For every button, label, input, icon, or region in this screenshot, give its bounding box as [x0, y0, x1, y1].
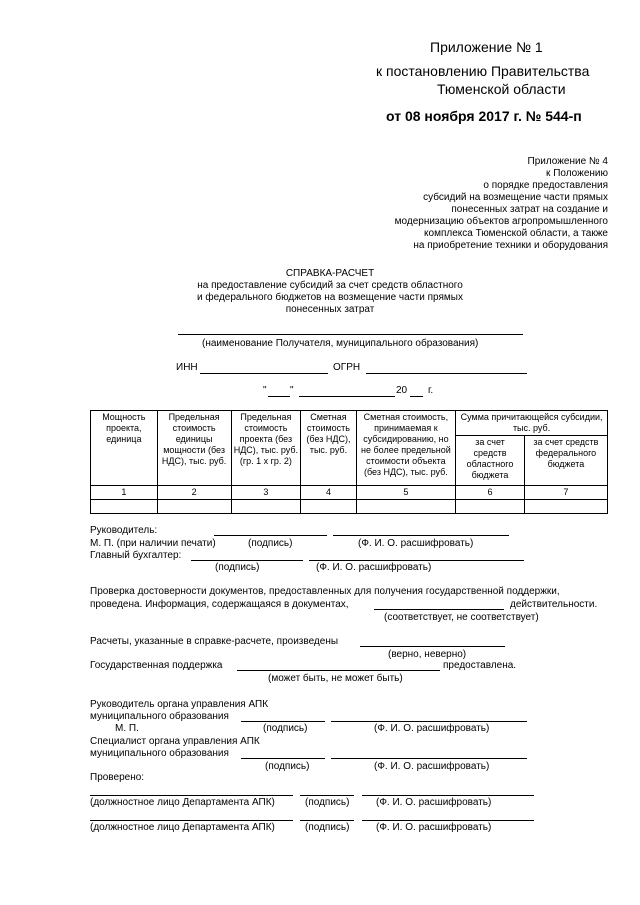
column-number: 6: [456, 486, 525, 500]
resolution-date: от 08 ноября 2017 г. № 544-п: [386, 108, 582, 124]
official-1-line[interactable]: [90, 795, 293, 796]
verification-text-2: проведена. Информация, содержащаяся в документах,: [90, 599, 349, 610]
apk-spec-fio-line[interactable]: [331, 758, 527, 759]
date-year-field[interactable]: [410, 396, 423, 397]
head-label: Руководитель:: [90, 525, 158, 536]
accountant-signature-caption: (подпись): [215, 562, 260, 573]
accountant-fio-line[interactable]: [309, 560, 524, 561]
document-title: [160, 268, 500, 316]
recipient-caption: (наименование Получателя, муниципального образования): [202, 338, 479, 349]
accountant-signature-line[interactable]: [191, 560, 303, 561]
table-cell[interactable]: [356, 500, 455, 514]
title-line: понесенных затрат: [285, 304, 375, 315]
title-line: на предоставление субсидий за счет средств областного: [197, 280, 463, 291]
verification-text-1: Проверка достоверности документов, предоставленных для получения государственной поддержки,: [90, 586, 560, 597]
title-line: и федерального бюджетов на возмещение части прямых: [197, 292, 463, 303]
official-2-fio-line[interactable]: [362, 820, 534, 821]
apk-head-line-1: Руководитель органа управления АПК: [90, 699, 269, 710]
calc-caption: (верно, неверно): [388, 649, 467, 660]
official-1-fio-caption: (Ф. И. О. расшифровать): [376, 797, 492, 808]
head-fio-caption: (Ф. И. О. расшифровать): [358, 538, 474, 549]
official-2-line[interactable]: [90, 820, 293, 821]
verification-end: действительности.: [510, 599, 598, 610]
official-1-signature-caption: (подпись): [305, 797, 350, 808]
table-cell[interactable]: [456, 500, 525, 514]
chief-accountant-label: Главный бухгалтер:: [90, 550, 182, 561]
resolution-line-1: к постановлению Правительства: [376, 63, 590, 79]
accountant-fio-caption: (Ф. И. О. расшифровать): [316, 562, 432, 573]
date-year-suffix: г.: [428, 385, 434, 396]
calculation-table: [90, 410, 608, 514]
apk-head-line-2: муниципального образования: [90, 711, 229, 722]
appendix4-line: субсидий на возмещение части прямых: [423, 192, 608, 203]
apk-head-mp: М. П.: [115, 723, 139, 734]
date-year-prefix: 20: [396, 385, 408, 396]
appendix4-line: комплекса Тюменской области, а также: [424, 228, 608, 239]
date-day-field[interactable]: [268, 396, 290, 397]
header-project-cost: Предельная стоимость проекта (без НДС), тыс. руб. (гр. 1 x гр. 2): [231, 411, 301, 486]
official-1-fio-line[interactable]: [362, 795, 534, 796]
date-quote-open: ": [263, 385, 267, 396]
subheader-federal: за счет средств федерального бюджета: [524, 436, 607, 486]
column-number: 5: [356, 486, 455, 500]
appendix4-line: о порядке предоставления: [483, 180, 608, 191]
apk-head-fio-line[interactable]: [331, 721, 527, 722]
apk-head-signature-caption: (подпись): [263, 723, 308, 734]
table-cell[interactable]: [524, 500, 607, 514]
column-number: 2: [157, 486, 231, 500]
inn-field[interactable]: [200, 373, 328, 374]
apk-spec-line-1: Специалист органа управления АПК: [90, 736, 260, 747]
apk-spec-line-2: муниципального образования: [90, 748, 229, 759]
appendix4-block: [395, 156, 608, 252]
checked-label: Проверено:: [90, 772, 145, 783]
column-number: 7: [524, 486, 607, 500]
table-cell[interactable]: [301, 500, 356, 514]
column-number: 1: [91, 486, 158, 500]
resolution-line-2: Тюменской области: [437, 81, 566, 97]
official-2-fio-caption: (Ф. И. О. расшифровать): [376, 822, 492, 833]
apk-spec-fio-caption: (Ф. И. О. расшифровать): [374, 761, 490, 772]
official-1-signature-line[interactable]: [300, 795, 354, 796]
official-2-signature-line[interactable]: [300, 820, 354, 821]
header-estimated-cost: Сметная стоимость (без НДС), тыс. руб.: [301, 411, 356, 486]
table-cell[interactable]: [231, 500, 301, 514]
table-cell[interactable]: [91, 500, 158, 514]
official-2-caption: (должностное лицо Департамента АПК): [90, 822, 275, 833]
header-subsidy-amount: Сумма причитающейся субсидии, тыс. руб.: [456, 411, 608, 436]
ogrn-label: ОГРН: [333, 362, 361, 373]
apk-head-fio-caption: (Ф. И. О. расшифровать): [374, 723, 490, 734]
appendix4-line: Приложение № 4: [527, 156, 608, 167]
column-number: 3: [231, 486, 301, 500]
support-caption: (может быть, не может быть): [268, 673, 403, 684]
head-fio-line[interactable]: [333, 535, 509, 536]
verification-field[interactable]: [374, 609, 504, 610]
appendix4-line: на приобретение техники и оборудования: [413, 240, 608, 251]
apk-head-signature-line[interactable]: [241, 721, 325, 722]
recipient-name-line[interactable]: [178, 334, 523, 335]
header-subsidized-cost: Сметная стоимость, принимаемая к субсидированию, но не более предельной стоимости объекта (без НДС), тыс. руб.: [356, 411, 455, 486]
subheader-regional: за счет средств областного бюджета: [456, 436, 525, 486]
date-quote-close: ": [290, 385, 294, 396]
support-text: Государственная поддержка: [90, 660, 223, 671]
column-number: 4: [301, 486, 356, 500]
appendix4-line: к Положению: [546, 168, 608, 179]
ogrn-field[interactable]: [366, 373, 527, 374]
head-signature-line[interactable]: [214, 535, 327, 536]
appendix-number: Приложение № 1: [430, 39, 543, 55]
verification-caption: (соответствует, не соответствует): [384, 612, 539, 623]
table-cell[interactable]: [157, 500, 231, 514]
inn-label: ИНН: [176, 362, 198, 373]
mp-label: М. П. (при наличии печати): [90, 538, 216, 549]
head-signature-caption: (подпись): [248, 538, 293, 549]
header-unit-cost: Предельная стоимость единицы мощности (без НДС), тыс. руб.: [157, 411, 231, 486]
appendix4-line: модернизацию объектов агропромышленного: [394, 216, 608, 227]
apk-spec-signature-caption: (подпись): [265, 761, 310, 772]
support-end: предоставлена.: [443, 660, 517, 671]
official-2-signature-caption: (подпись): [305, 822, 350, 833]
support-field[interactable]: [237, 670, 440, 671]
official-1-caption: (должностное лицо Департамента АПК): [90, 797, 275, 808]
header-capacity: Мощность проекта, единица: [91, 411, 158, 486]
calc-text: Расчеты, указанные в справке-расчете, произведены: [90, 636, 339, 647]
title-main: СПРАВКА-РАСЧЕТ: [285, 268, 375, 279]
apk-spec-signature-line[interactable]: [241, 758, 325, 759]
date-month-field[interactable]: [299, 396, 395, 397]
appendix4-line: понесенных затрат на создание и: [451, 204, 608, 215]
calc-field[interactable]: [360, 646, 505, 647]
